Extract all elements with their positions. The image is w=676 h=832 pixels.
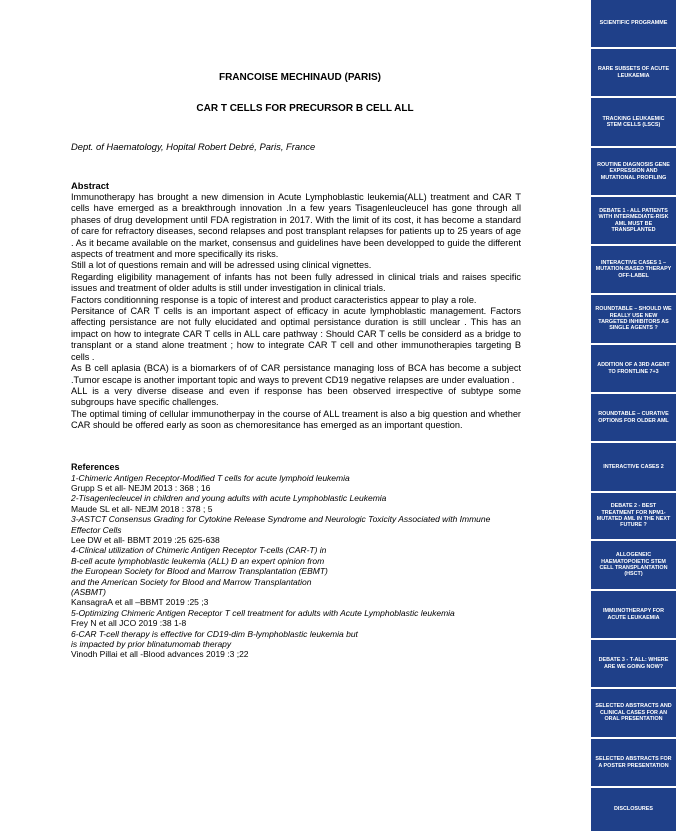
reference-title: (ASBMT) [71, 587, 106, 597]
reference-title: 1-Chimeric Antigen Receptor-Modified T cells for acute lymphoid leukemia [71, 472, 350, 483]
sidebar-item-rare-subsets-of-acute-leukaemia[interactable] [591, 49, 676, 97]
abstract-heading: Abstract [71, 180, 110, 191]
sidebar-item-label: SELECTED ABSTRACTS FOR A POSTER PRESENTATION [595, 756, 672, 769]
sidebar-item-interactive-cases-1-mutation-based-thera[interactable] [591, 246, 676, 294]
abstract-document [71, 72, 521, 660]
sidebar-item-label: TRACKING LEUKAEMIC STEM CELLS (LSCS) [602, 115, 665, 128]
sidebar-item-label: ROUTINE DIAGNOSIS GENE EXPRESSION AND MUTATIONAL PROFILING [597, 161, 670, 181]
reference-item [71, 545, 521, 607]
sidebar-item-roundtable-curative-options-for-older-am[interactable] [591, 394, 676, 442]
sidebar-item-label: DEBATE 3 - T-ALL: WHERE ARE WE GOING NOW? [598, 657, 669, 670]
reference-title: 4-Clinical utilization of Chimeric Antigen Receptor T-cells (CAR-T) in [71, 545, 327, 556]
sidebar-item-label: ALLOGENEIC HAEMATOPOIETIC STEM CELL TRANSPLANTATION (HSCT) [599, 552, 668, 578]
sidebar-item-label: ADDITION OF A 3RD AGENT TO FRONTLINE 7+3 [597, 362, 670, 375]
reference-item [71, 608, 521, 629]
reference-citation: Vinodh Pillai et all -Blood advances 2019 :3 ;22 [71, 649, 249, 660]
department-affiliation: Dept. of Haematology, Hopital Robert Debré, Paris, France [71, 141, 316, 152]
sidebar-item-label: INTERACTIVE CASES 1 – MUTATION-BASED THERAPY OFF-LABEL [595, 259, 672, 279]
sidebar-item-disclosures[interactable] [591, 788, 676, 832]
reference-title: B-cell acute lymphoblastic leukemia (ALL) Ð an expert opinion from [71, 555, 325, 566]
sidebar-item-addition-of-a-3rd-agent-to-frontline-7-3[interactable] [591, 345, 676, 393]
reference-item [71, 514, 521, 545]
sidebar-item-debate-3-t-all-where-are-we-going-now[interactable] [591, 640, 676, 688]
reference-citation: Frey N et all JCO 2019 :38 1-8 [71, 618, 187, 629]
sidebar-item-selected-abstracts-for-a-poster-presenta[interactable] [591, 739, 676, 787]
reference-title: the European Society for Blood and Marrow Transplantation (EBMT) [71, 566, 328, 577]
sidebar-item-scientific-programme[interactable] [591, 0, 676, 48]
reference-citation: Grupp S et all- NEJM 2013 : 368 ; 16 [71, 482, 211, 493]
sidebar-item-tracking-leukaemic-stem-cells-lscs[interactable] [591, 98, 676, 147]
reference-citation: Lee DW et all- BBMT 2019 :25 625-638 [71, 534, 220, 545]
reference-citation: KansagraA et all –BBMT 2019 :25 ;3 [71, 597, 209, 608]
sidebar-item-label: ROUNDTABLE – CURATIVE OPTIONS FOR OLDER AML [598, 411, 669, 424]
reference-citation: Maude SL et all- NEJM 2018 : 378 ; 5 [71, 503, 213, 514]
sidebar-item-debate-1-all-patients-with-intermediate-[interactable] [591, 197, 676, 245]
sidebar-item-label: SELECTED ABSTRACTS AND CLINICAL CASES FOR AN ORAL PRESENTATION [595, 703, 672, 723]
sidebar-item-label: INTERACTIVE CASES 2 [603, 463, 664, 470]
sidebar-item-routine-diagnosis-gene-expression-and-mu[interactable] [591, 148, 676, 196]
sidebar-item-allogeneic-haematopoietic-stem-cell-tran[interactable] [591, 541, 676, 590]
sidebar-item-label: DISCLOSURES [614, 806, 653, 813]
sidebar-item-label: SCIENTIFIC PROGRAMME [599, 20, 668, 27]
author-name: FRANCOISE MECHINAUD (PARIS) [218, 72, 382, 83]
reference-title: 6-CAR T-cell therapy is effective for CD19-dim B-lymphoblastic leukemia but [71, 628, 358, 639]
sidebar-item-immunotherapy-for-acute-leukaemia[interactable] [591, 591, 676, 639]
reference-item [71, 473, 521, 494]
sidebar-item-debate-2-best-treatment-for-npm1-mutated[interactable] [591, 493, 676, 540]
sidebar-item-label: DEBATE 1 - ALL PATIENTS WITH INTERMEDIATE-RISK AML MUST BE TRANSPLANTED [598, 207, 669, 233]
sidebar-item-label: RARE SUBSETS OF ACUTE LEUKAEMIA [597, 66, 670, 79]
reference-title: 2-Tisagenlecleucel in children and young adults with acute Lymphoblastic Leukemia [71, 493, 387, 504]
reference-title: 3-ASTCT Consensus Grading for Cytokine Release Syndrome and Neurologic Toxicity Associated with Immune Effector Cells [71, 514, 491, 535]
sidebar-item-roundtable-should-we-really-use-new-targ[interactable] [591, 295, 676, 344]
sidebar-item-selected-abstracts-and-clinical-cases-fo[interactable] [591, 689, 676, 738]
sidebar-item-label: DEBATE 2 - BEST TREATMENT FOR NPM1-MUTATED AML IN THE NEXT FUTURE ? [596, 503, 671, 529]
reference-title: 5-Optimizing Chimeric Antigen Receptor T cell treatment for adults with Acute Lymphoblastic leukemia [71, 607, 455, 618]
abstract-body: Immunotherapy has brought a new dimension in Acute Lymphoblastic leukemia(ALL) treatment and CAR T cells have emerged as a breakthrough innovation .In a few years Tisagenleucleucel has gone through all phases of drug development until FDA registration in 2017. With the limit of its cost, it has become a standard of care for refractory diseases, second relapses and post transplant relapses for patients up to 25 years of age . As it became available on the market, consensus and guidelines have been developped to guide the different aspects of treatment and more specifically its risks. Still a lot of questions remain and will be adressed using clinical vignettes. Regarding eligibility management of infants has not been fully adressed in clinical trials and raises specific issues and treatment of older adults is still under investigation in clinical trials. Factors conditionning response is a topic of interest and product caracteristics appear to play a role. Persitance of CAR T cells is an important aspect of efficacy in acute lymphoblastic management. Factors affecting persistance are not fully elucidated and optimal persistance duration is still unclear . This has an impact on how to integrate CAR T cells in ALL care pathway : Should CAR T cells be considerd as a bridge to transplant or a stand alone treatment ; how to integrate CAR T cell and other immunotherapies targeting B cells . As B cell aplasia (BCA) is a biomarkers of of CAR persistance managing loss of BCA has become a subject .Tumor escape is another important topic and ways to prevent CD19 negative relapses are under evaluation . ALL is a very diverse disease and even if response has been observed irrespective of subtype some subgroups have specific challenges. The optimal timing of cellular immunotherpay in the course of ALL treament is also a big question and whether CAR should be offered early as soon as chemoresitance has emerged as an important question. [71, 192, 521, 431]
programme-sidebar [591, 0, 676, 832]
references-heading: References [71, 461, 120, 472]
sidebar-item-interactive-cases-2[interactable] [591, 443, 676, 492]
abstract-title: CAR T CELLS FOR PRECURSOR B CELL ALL [196, 103, 414, 114]
reference-title: and the American Society for Blood and Marrow Transplantation [71, 576, 312, 587]
reference-item [71, 493, 521, 514]
sidebar-item-label: ROUNDTABLE – SHOULD WE REALLY USE NEW TARGETED INHIBITORS AS SINGLE AGENTS ? [595, 306, 672, 332]
reference-title: is impacted by prior blinatumomab therapy [71, 639, 232, 650]
references-list [71, 473, 521, 660]
reference-item [71, 629, 521, 660]
sidebar-item-label: IMMUNOTHERAPY FOR ACUTE LEUKAEMIA [603, 608, 664, 621]
